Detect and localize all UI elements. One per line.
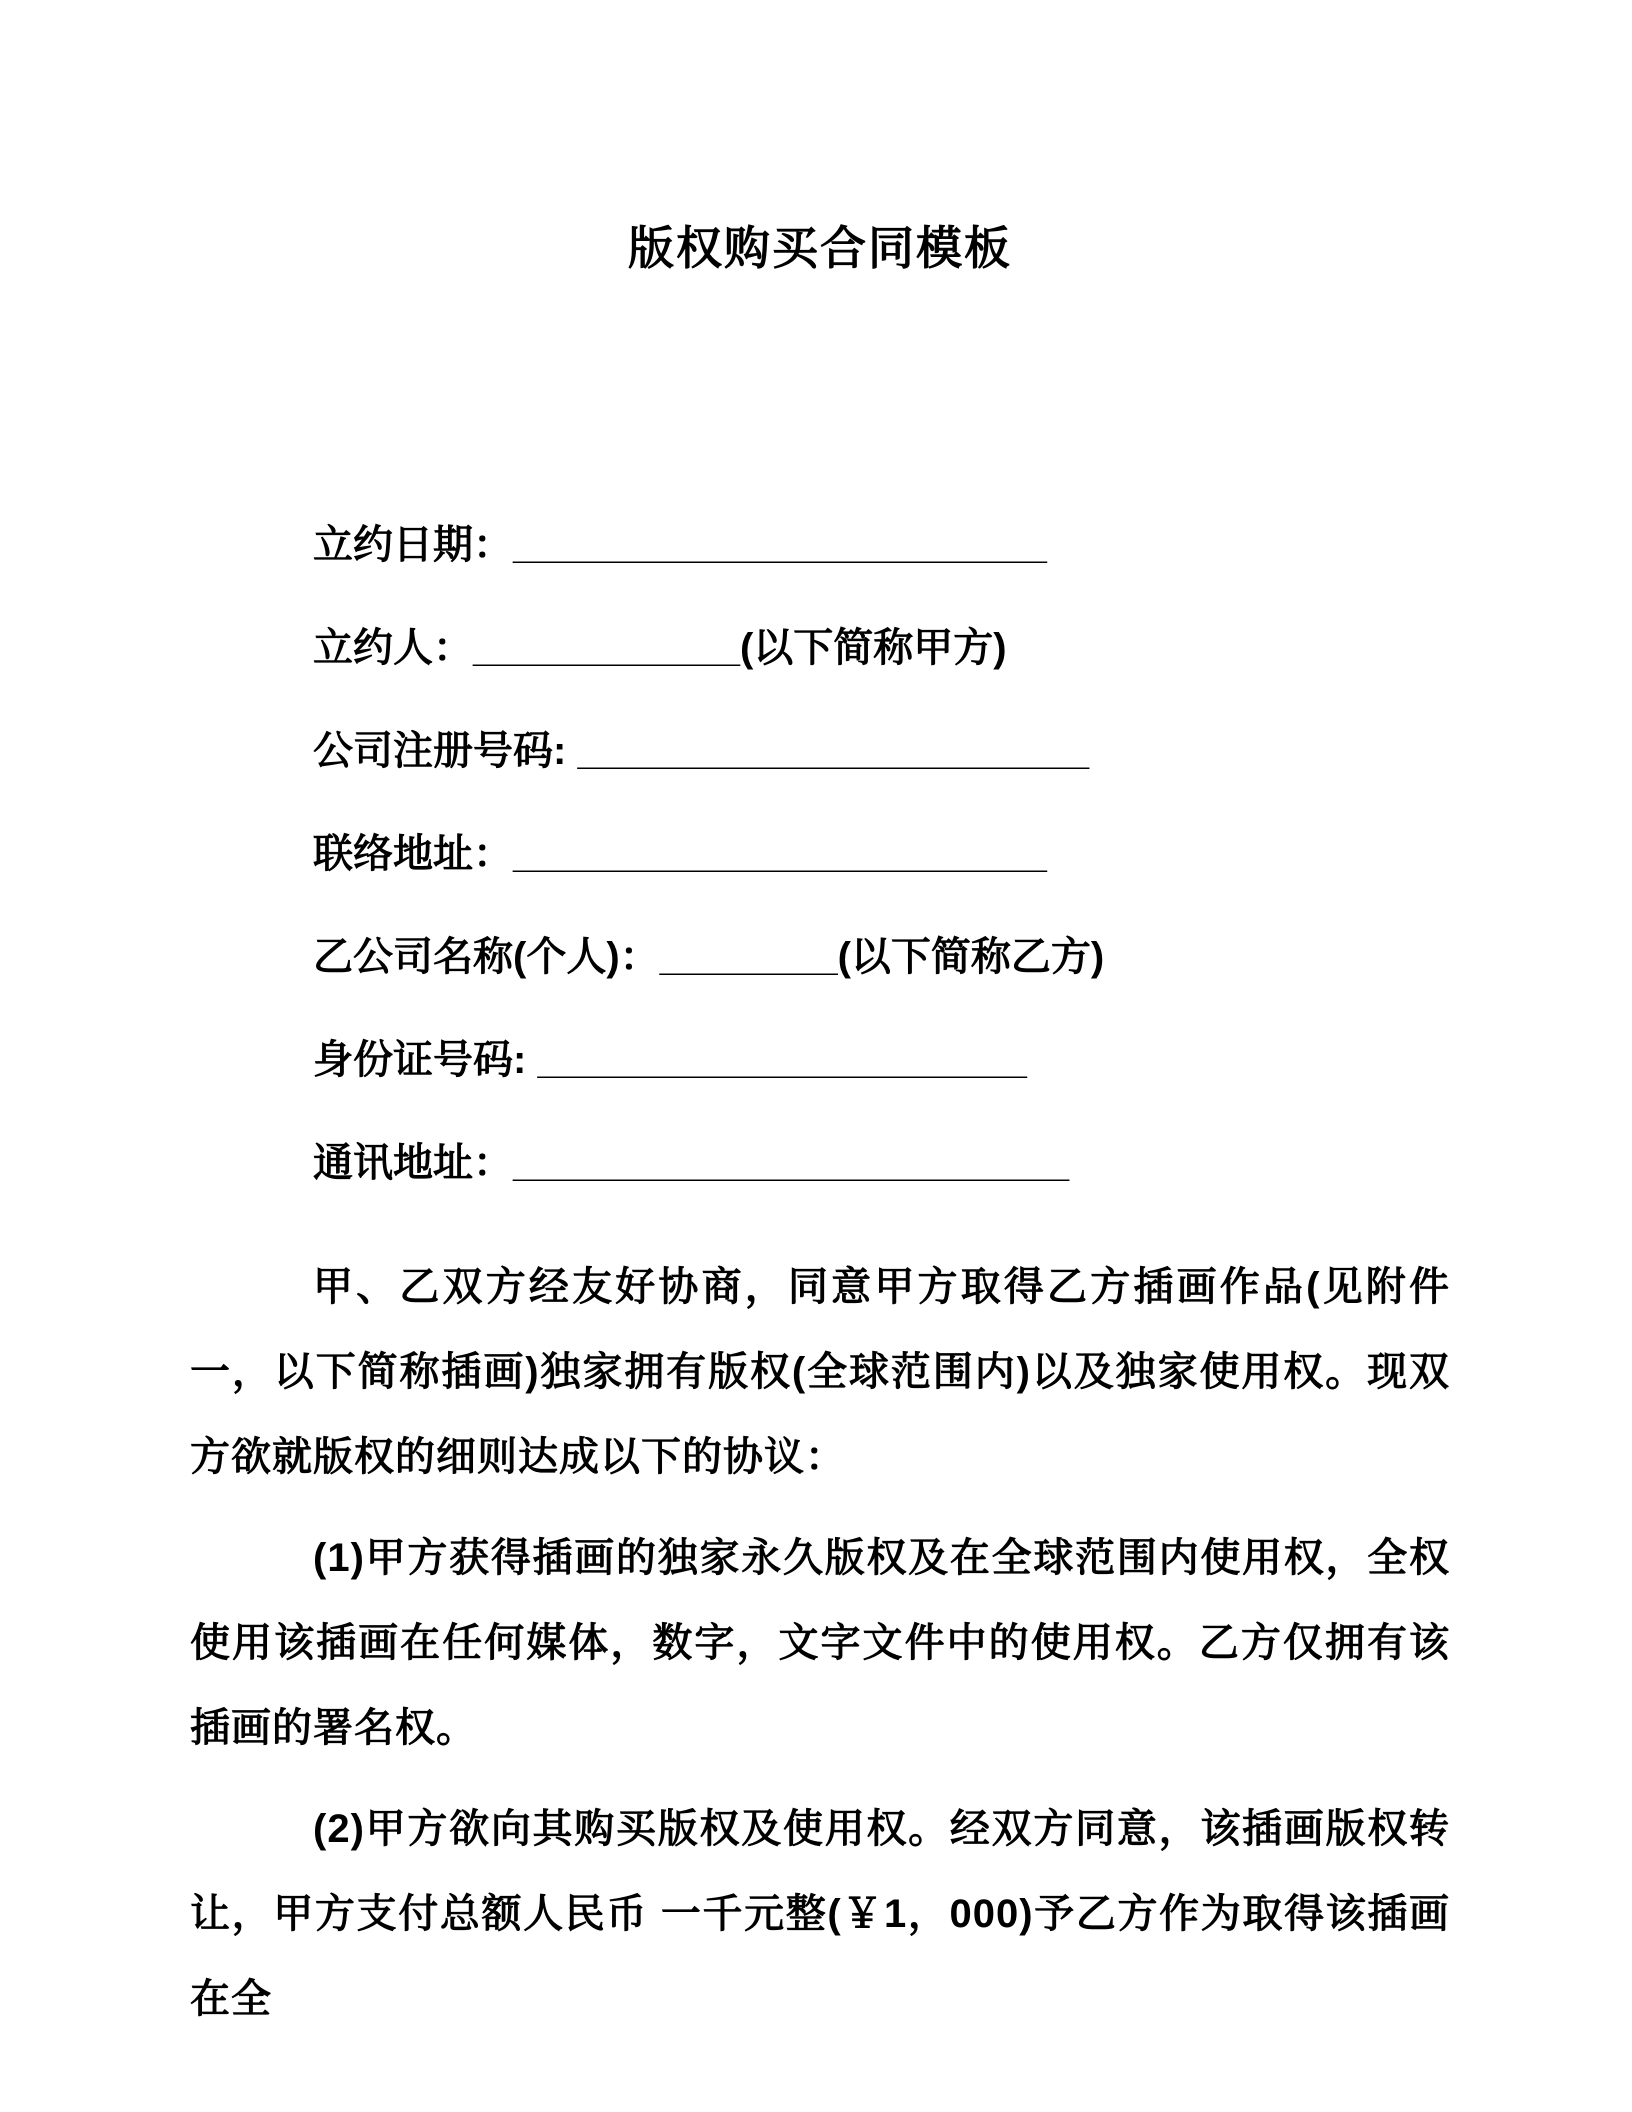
field-label: 公司注册号码:: [313, 729, 578, 773]
field-line-date: [313, 524, 1450, 566]
field-suffix: (以下简称甲方): [739, 626, 1007, 670]
contract-paragraph-clause-2: (2)甲方欲向其购买版权及使用权。经双方同意，该插画版权转让，甲方支付总额人民币 一千元整(￥1，000)予乙方作为取得该插画在全: [190, 1807, 1450, 2021]
field-suffix: (以下简称乙方): [837, 935, 1105, 979]
field-label: 通讯地址：: [313, 1141, 513, 1185]
contract-fields-block: [313, 524, 1450, 1184]
field-blank-underline: ____________: [473, 626, 740, 670]
field-blank-underline: _________________________: [513, 1141, 1070, 1185]
page-title: 版权购买合同模板: [628, 222, 1012, 274]
field-label: 乙公司名称(个人)：: [313, 935, 660, 979]
field-line-party-a: [313, 627, 1450, 669]
field-blank-underline: _______________________: [577, 729, 1090, 773]
field-label: 联络地址：: [313, 832, 513, 876]
contract-paragraph-clause-1: (1)甲方获得插画的独家永久版权及在全球范围内使用权，全权使用该插画在任何媒体，数字，文字文件中的使用权。乙方仅拥有该插画的署名权。: [190, 1536, 1450, 1750]
field-label: 立约人：: [313, 626, 473, 670]
field-label: 立约日期：: [313, 523, 513, 567]
contract-paragraph-intro: 甲、乙双方经友好协商，同意甲方取得乙方插画作品(见附件一，以下简称插画)独家拥有版权(全球范围内)以及独家使用权。现双方欲就版权的细则达成以下的协议：: [190, 1265, 1450, 1479]
field-blank-underline: ______________________: [537, 1038, 1027, 1082]
field-line-contact-address: [313, 833, 1450, 875]
field-line-party-b-name: [313, 936, 1450, 978]
field-blank-underline: ________: [659, 935, 838, 979]
field-blank-underline: ________________________: [513, 523, 1047, 567]
field-line-mailing-address: [313, 1142, 1450, 1184]
contract-body: [190, 1245, 1450, 2042]
field-label: 身份证号码:: [313, 1038, 538, 1082]
field-blank-underline: ________________________: [513, 832, 1047, 876]
field-line-company-reg-no: [313, 730, 1450, 772]
field-line-id-number: [313, 1039, 1450, 1081]
